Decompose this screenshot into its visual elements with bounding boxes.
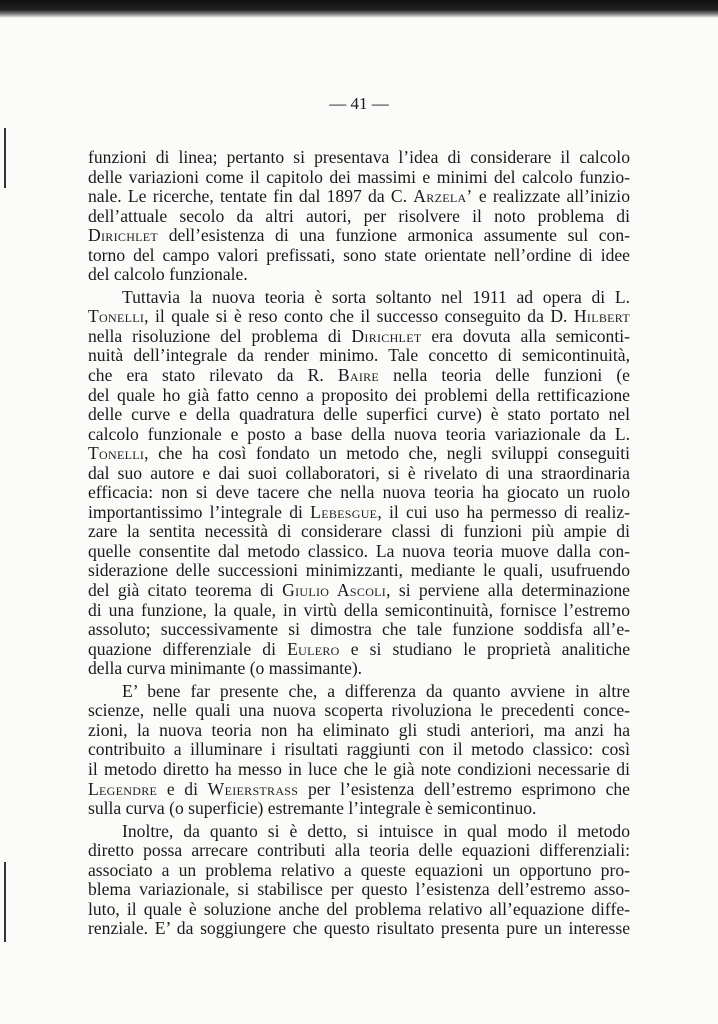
text-line: [88, 780, 630, 800]
text-segment: del già citato teorema di: [88, 580, 283, 601]
paragraph: [88, 148, 630, 285]
text-segment: scienze, nelle quali una nuova scoperta rivoluziona le precedenti conce-: [88, 700, 630, 721]
text-segment: nella teoria delle funzioni (e: [379, 365, 630, 386]
text-line: [88, 148, 630, 168]
text-segment: Tuttavia la nuova teoria è sorta soltanto nel 1911 ad opera di L.: [122, 286, 630, 307]
page-number: — 41 —: [329, 94, 389, 113]
text-line: [88, 366, 630, 386]
text-segment: zare la sentita necessità di considerare classi di funzioni più ampie di: [88, 521, 630, 542]
text-segment: , che ha così fondato un metodo che, negli sviluppi conseguiti: [144, 443, 630, 464]
text-segment: , il quale si è reso conto che il successo conseguito da D.: [144, 306, 574, 327]
paragraph: [88, 288, 630, 679]
author-name: Hilbert: [573, 306, 630, 327]
text-line: [88, 880, 630, 900]
author-name: Arzela’: [413, 186, 473, 207]
text-line: [88, 265, 630, 285]
text-line: [88, 168, 630, 188]
author-name: Eulero: [287, 638, 340, 659]
text-segment: , il cui uso ha permesso di realiz-: [377, 501, 630, 522]
text-line: [88, 327, 630, 347]
text-segment: funzioni di linea; pertanto si presentava l’idea di considerare il calcolo: [88, 147, 630, 167]
text-line: [88, 246, 630, 266]
author-name: Giulio Ascoli: [282, 580, 387, 601]
text-segment: blema variazionale, si stabilisce per questo l’esistenza dell’estremo asso-: [88, 879, 630, 900]
text-line: [88, 581, 630, 601]
text-segment: renziale. E’ da soggiungere che questo risultato presenta pure un interesse: [88, 918, 630, 939]
text-segment: quelle consentite dal metodo classico. La nuova teoria muove dalla con-: [88, 540, 630, 561]
text-segment: contribuito a illuminare i risultati raggiunti con il metodo classico: così: [88, 739, 630, 760]
text-line: [88, 620, 630, 640]
text-line: [88, 822, 630, 842]
text-line: [88, 640, 630, 660]
text-segment: siderazione delle successioni minimizzanti, mediante le quali, usufruendo: [88, 560, 630, 581]
text-line: [88, 503, 630, 523]
text-segment: Inoltre, da quanto si è detto, si intuisce in qual modo il metodo: [122, 820, 630, 841]
author-name: Tonelli: [88, 443, 145, 464]
text-segment: E’ bene far presente che, a differenza da quanto avviene in altre: [122, 680, 630, 701]
text-segment: luto, il quale è soluzione anche del problema relativo all’equazione diffe-: [88, 898, 630, 919]
text-segment: calcolo funzionale e posto a base della nuova teoria variazionale da L.: [88, 423, 630, 444]
text-line: [88, 207, 630, 227]
text-segment: per l’esistenza dell’estremo esprimono che: [298, 778, 630, 799]
text-segment: dell’esistenza di una funzione armonica assumente sul con-: [158, 225, 630, 246]
text-segment: importantissimo l’integrale di: [88, 501, 311, 522]
text-line: [88, 444, 630, 464]
text-segment: , si perviene alla determinazione: [386, 580, 630, 601]
text-segment: del calcolo funzionale.: [88, 264, 248, 285]
text-line: [88, 288, 630, 308]
text-line: [88, 346, 630, 366]
text-segment: del quale ho già fatto cenno a proposito dei problemi della rettificazione: [88, 384, 630, 405]
text-line: [88, 900, 630, 920]
text-line: [88, 542, 630, 562]
scan-top-edge: [0, 0, 718, 18]
text-segment: e si studiano le proprietà analitiche: [339, 638, 630, 659]
author-name: Lebesgue: [310, 501, 378, 522]
text-line: [88, 601, 630, 621]
text-segment: della curva minimante (o massimante).: [88, 658, 363, 679]
text-line: [88, 659, 630, 679]
scan-left-edge-mark: [4, 862, 6, 942]
text-segment: nuità dell’integrale da render minimo. Tale concetto di semicontinuità,: [88, 345, 630, 366]
author-name: Dirichlet: [88, 225, 159, 246]
text-line: [88, 187, 630, 207]
text-line: [88, 464, 630, 484]
text-segment: di una funzione, la quale, in virtù della semicontinuità, fornisce l’estremo: [88, 599, 630, 620]
author-name: Baire: [337, 365, 380, 386]
text-segment: delle curve e della quadratura delle superfici curve) è stato portato nel: [88, 404, 630, 425]
author-name: Legendre: [88, 778, 158, 799]
text-segment: il metodo diretto ha messo in luce che le già note condizioni necessarie di: [88, 758, 630, 779]
text-line: [88, 561, 630, 581]
text-line: [88, 760, 630, 780]
text-line: [88, 841, 630, 861]
text-segment: delle variazioni come il capitolo dei massimi e minimi del calcolo funzio-: [88, 166, 630, 187]
text-segment: assoluto; successivamente si dimostra che tale funzione soddisfa all’e-: [88, 619, 630, 640]
text-segment: torno del campo valori prefissati, sono state orientate nell’ordine di idee: [88, 244, 630, 265]
author-name: Weierstrass: [207, 778, 299, 799]
text-segment: e realizzate all’inizio: [472, 186, 630, 207]
text-line: [88, 701, 630, 721]
text-line: [88, 307, 630, 327]
text-segment: sulla curva (o superficie) estremante l’integrale è semicontinuo.: [88, 798, 537, 819]
text-segment: zioni, la nuova teoria non ha eliminato gli studi anteriori, ma anzi ha: [88, 719, 630, 740]
text-line: [88, 405, 630, 425]
text-line: [88, 386, 630, 406]
text-line: [88, 522, 630, 542]
text-segment: diretto possa arrecare contributi alla teoria delle equazioni differenziali:: [88, 840, 630, 861]
text-line: [88, 799, 630, 819]
author-name: Dirichlet: [351, 325, 422, 346]
body-text: [88, 148, 630, 939]
paragraph: [88, 822, 630, 939]
text-segment: e di: [157, 778, 208, 799]
paragraph: [88, 682, 630, 819]
text-line: [88, 861, 630, 881]
text-segment: era dovuta alla semiconti-: [421, 325, 630, 346]
text-line: [88, 425, 630, 445]
author-name: Tonelli: [88, 306, 145, 327]
text-line: [88, 721, 630, 741]
text-segment: dal suo autore e dai suoi collaboratori, si è rivelato di una straordinaria: [88, 462, 630, 483]
text-line: [88, 682, 630, 702]
text-segment: dell’attuale secolo da altri autori, per risolvere il noto problema di: [88, 205, 630, 226]
text-segment: associato a un problema relativo a queste equazioni un opportuno pro-: [88, 859, 630, 880]
text-line: [88, 226, 630, 246]
text-segment: nale. Le ricerche, tentate fin dal 1897 da C.: [88, 186, 414, 207]
text-segment: efficacia: non si deve tacere che nella nuova teoria ha giocato un ruolo: [88, 482, 630, 503]
scan-left-edge-mark: [4, 128, 6, 188]
text-line: [88, 740, 630, 760]
text-segment: nella risoluzione del problema di: [88, 325, 352, 346]
text-segment: che era stato rilevato da R.: [88, 365, 338, 386]
text-line: [88, 483, 630, 503]
text-line: [88, 919, 630, 939]
text-segment: quazione differenziale di: [88, 638, 288, 659]
